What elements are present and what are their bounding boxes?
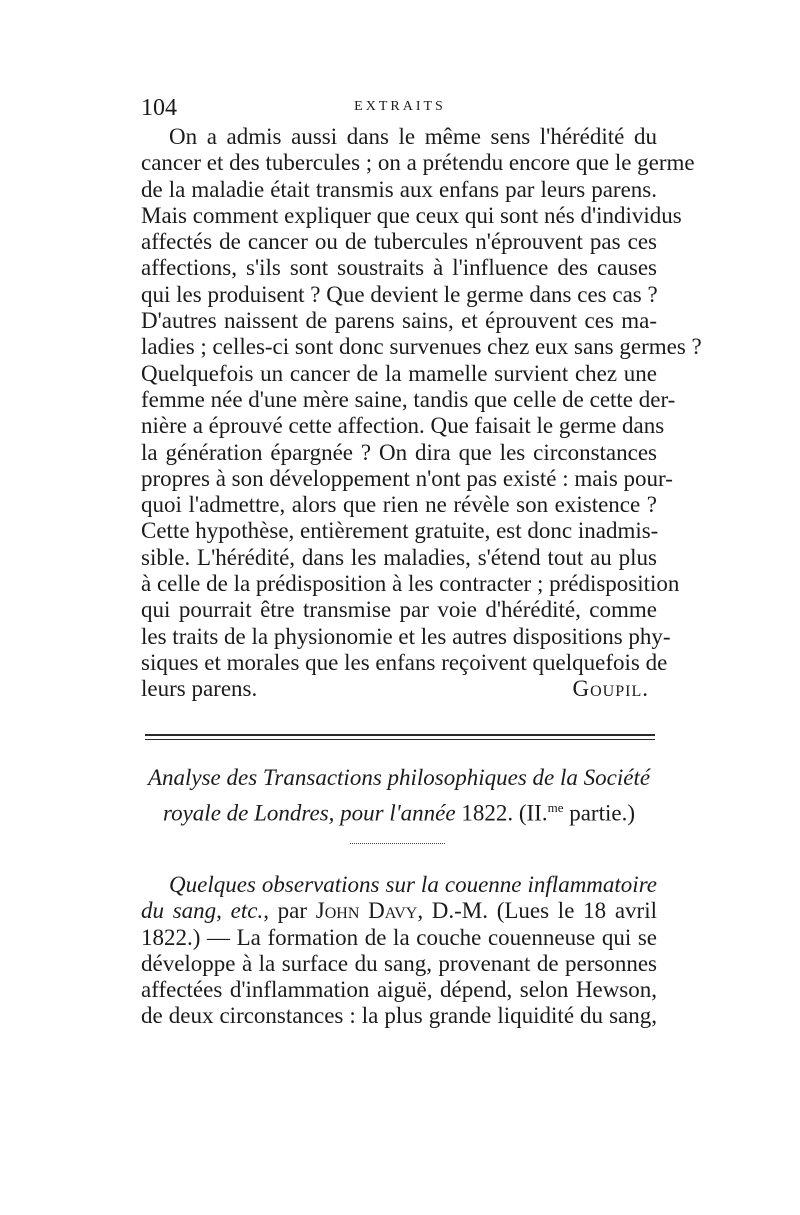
text-line: développe à la surface du sang, provenant de personnes: [141, 950, 657, 976]
text-line: qui les produisent ? Que devient le germe dans ces cas ?: [141, 281, 658, 307]
text-line-last: [141, 676, 657, 702]
heading-italic-1: Analyse des Transactions philosophiques de la Société: [147, 765, 651, 790]
text-line: D'autres naissent de parens sains, et éprouvent ces ma-: [141, 308, 657, 334]
page-number: 104: [141, 95, 177, 121]
article-text: [141, 872, 657, 1030]
section-heading: [141, 763, 657, 829]
continued-text: [141, 124, 702, 703]
text-line: nière a éprouvé cette affection. Que faisait le germe dans: [141, 413, 665, 439]
text-line: Quelquefois un cancer de la mamelle survient chez une: [141, 360, 657, 386]
small-divider: [350, 843, 445, 844]
article-title-end: du sang, etc.: [141, 898, 264, 924]
section-divider: [145, 734, 655, 742]
text-line: 1822.) — La formation de la couche couenneuse qui se: [141, 924, 657, 950]
text-line: la génération épargnée ? On dira que les circonstances: [141, 439, 657, 465]
text-line: de la maladie était transmis aux enfans par leurs parens.: [141, 176, 657, 202]
heading-sup: me: [547, 800, 564, 815]
heading-end: partie.): [563, 800, 635, 826]
text-line: ladies ; celles-ci sont donc survenues chez eux sans germes ?: [141, 334, 702, 360]
text-line: affections, s'ils sont soustraits à l'influence des causes: [141, 255, 657, 281]
running-head: [0, 95, 800, 121]
article-byline: [141, 898, 657, 924]
text-line: On a admis aussi dans le même sens l'hérédité du: [169, 124, 657, 149]
author-name: John Davy: [315, 898, 418, 924]
text-line: Cette hypothèse, entièrement gratuite, est donc inadmis-: [141, 518, 659, 544]
text-line: leurs parens.: [141, 676, 258, 702]
byline-par: , par: [263, 898, 316, 924]
text-line: propres à son développement n'ont pas existé : mais pour-: [141, 465, 673, 491]
text-line: affectées d'inflammation aiguë, dépend, selon Hewson,: [141, 977, 657, 1003]
author-signature: Goupil.: [572, 676, 649, 702]
text-line: Mais comment expliquer que ceux qui sont nés d'individus: [141, 202, 682, 228]
text-line: sible. L'hérédité, dans les maladies, s'étend tout au plus: [141, 544, 657, 570]
text-line: femme née d'une mère saine, tandis que celle de cette der-: [141, 386, 676, 412]
byline-date: , D.-M. (Lues le 18 avril: [417, 898, 657, 924]
article-title-line: [141, 872, 657, 898]
heading-line-1: [141, 763, 657, 793]
running-title: EXTRAITS: [354, 99, 446, 114]
heading-line-2: [141, 793, 657, 829]
divider-thin: [145, 739, 655, 740]
text-line: cancer et des tubercules ; on a prétendu encore que le germe: [141, 150, 695, 176]
text-line: affectés de cancer ou de tubercules n'éprouvent pas ces: [141, 229, 657, 255]
text-line: de deux circonstances : la plus grande liquidité du sang,: [141, 1003, 657, 1029]
text-line: les traits de la physionomie et les autres dispositions phy-: [141, 623, 671, 649]
text-line: quoi l'admettre, alors que rien ne révèle son existence ?: [141, 492, 657, 518]
text-line: à celle de la prédisposition à les contracter ; prédisposition: [141, 571, 680, 597]
heading-italic-2: royale de Londres, pour l'année: [163, 800, 456, 826]
text-line: qui pourrait être transmise par voie d'hérédité, comme: [141, 597, 657, 623]
heading-roman: 1822. (II.: [455, 800, 548, 826]
article-title: Quelques observations sur la couenne inflammatoire: [169, 872, 657, 897]
text-line: siques et morales que les enfans reçoivent quelquefois de: [141, 649, 668, 675]
divider-thick: [145, 734, 655, 736]
